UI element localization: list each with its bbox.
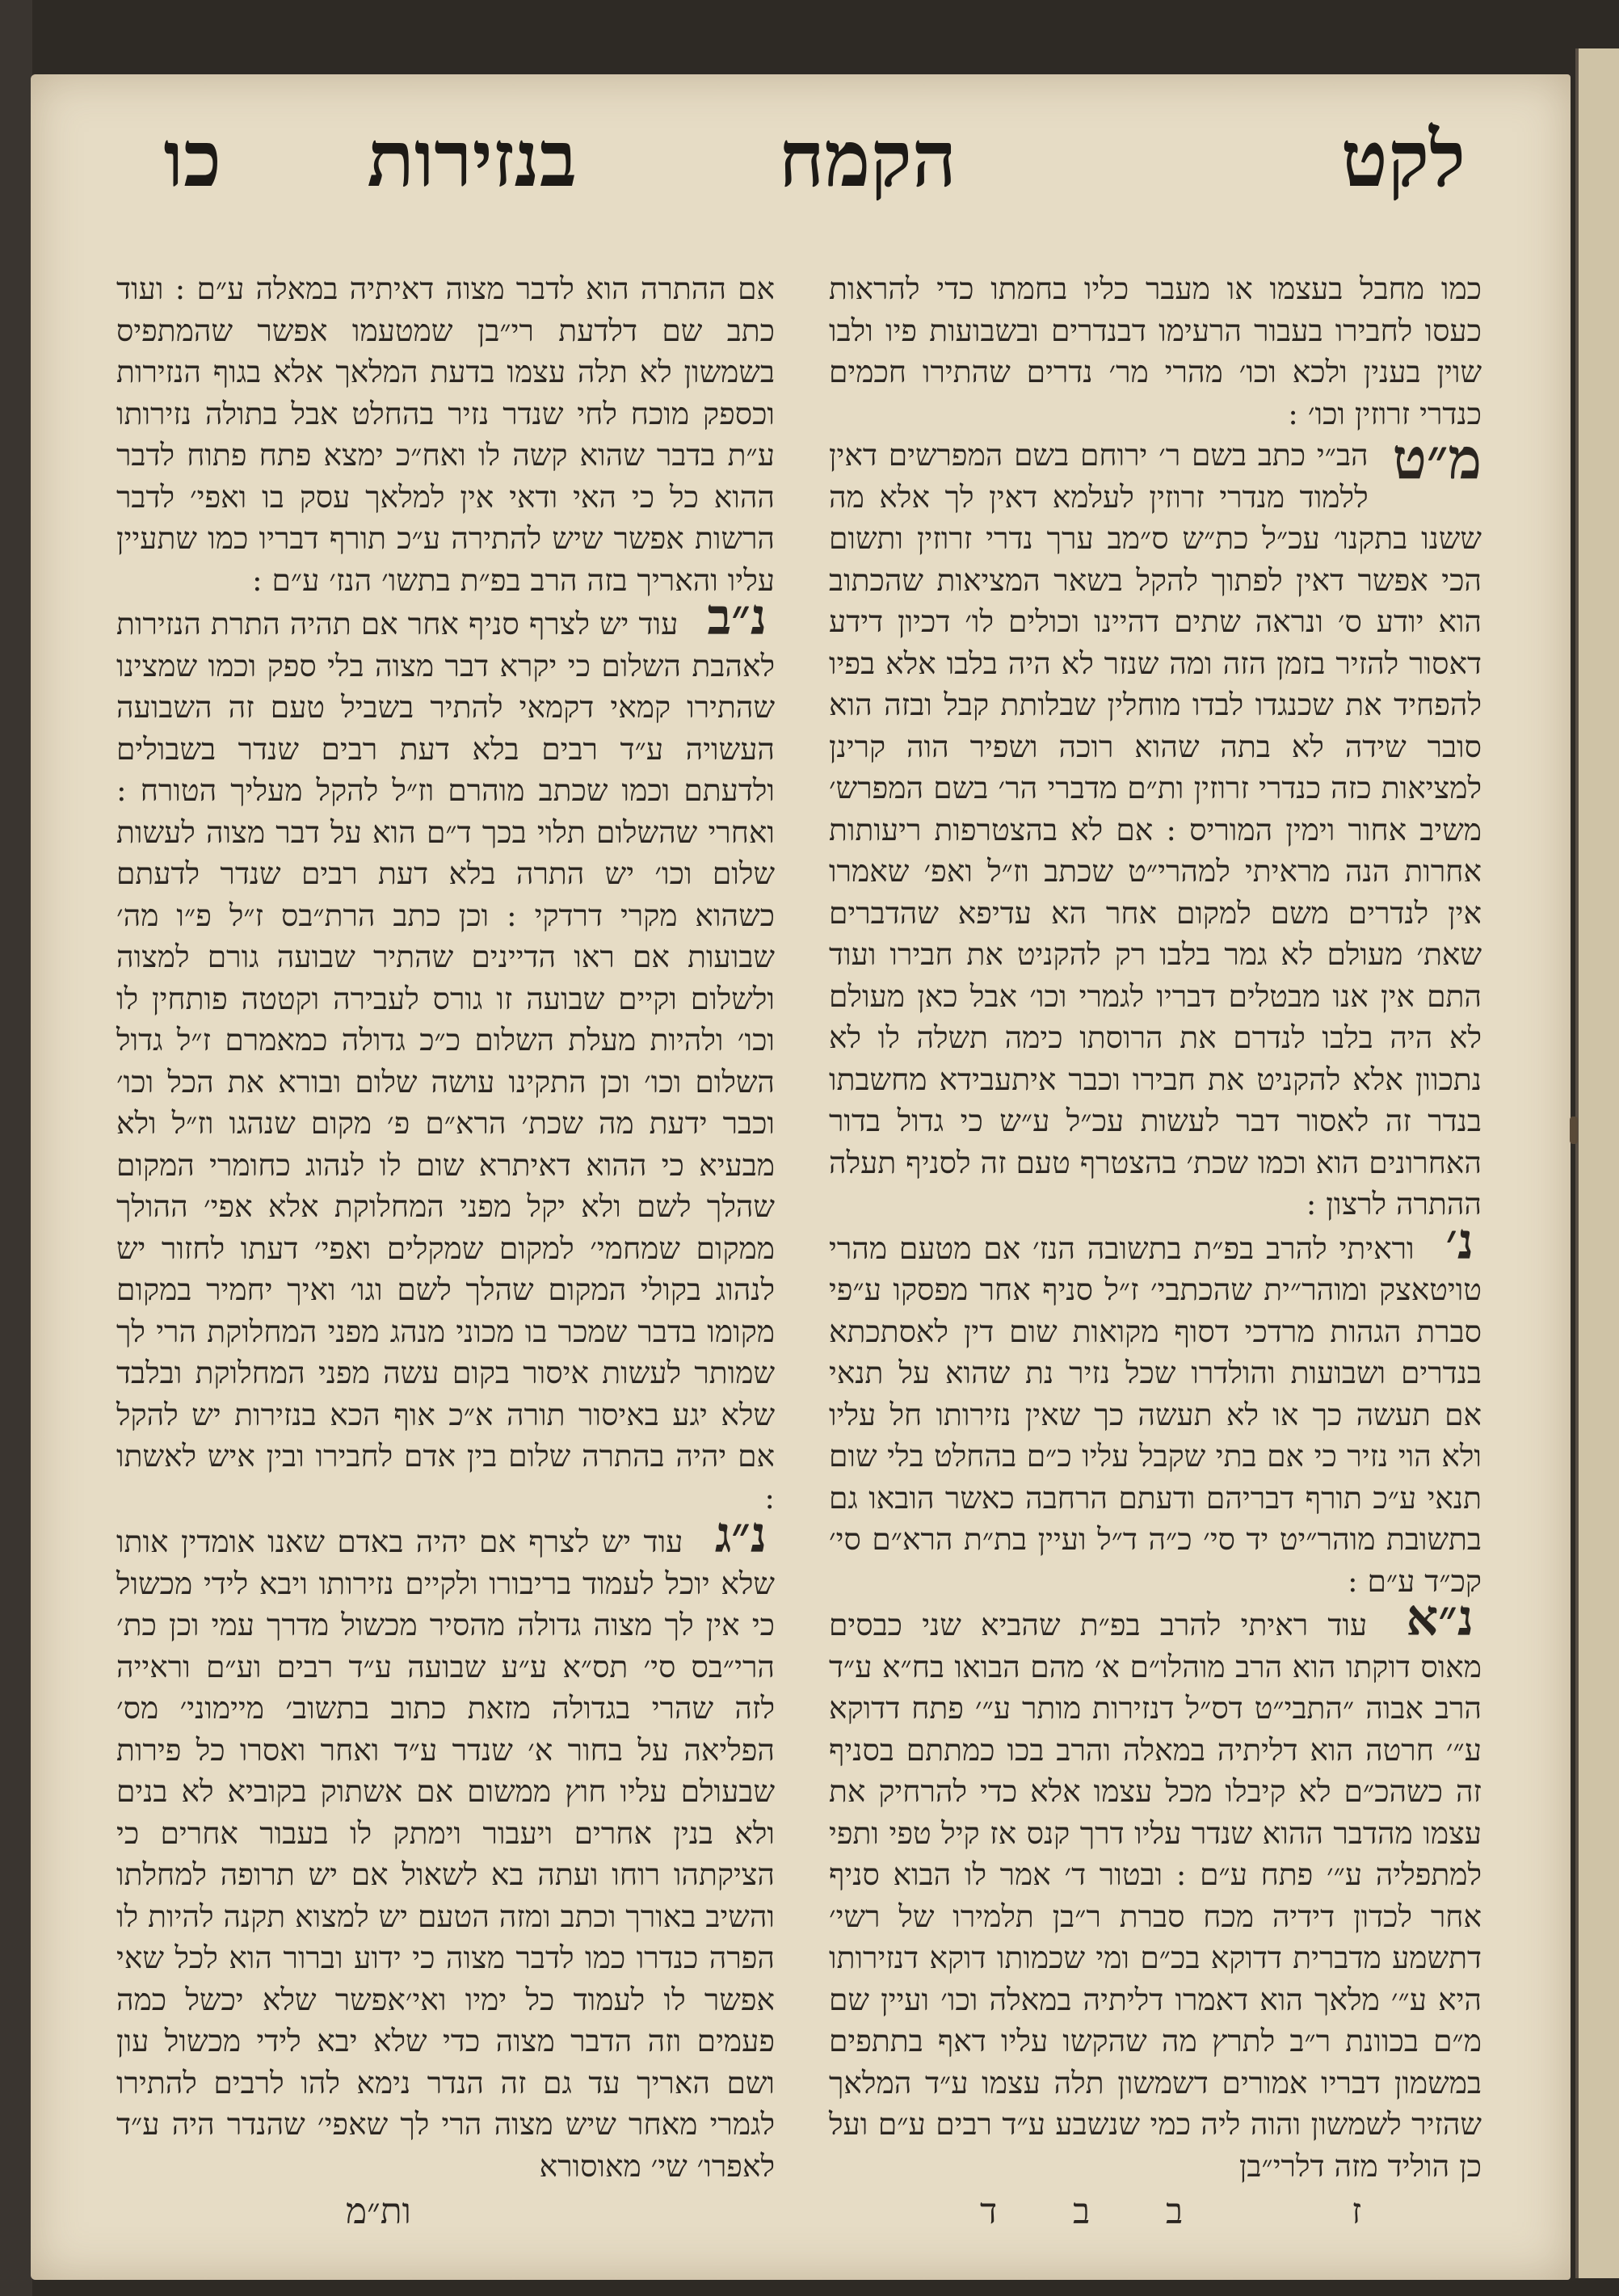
running-header [31,107,1571,212]
section [829,1588,1482,2187]
header-word: לקט [1340,113,1466,204]
section-marker: מ״ט [1392,425,1482,492]
book-page [31,74,1571,2280]
scan-background [0,0,32,2296]
header-word: בנזירות [367,113,577,204]
section [116,587,775,1519]
section-text: הב״י כתב בשם ר׳ ירוחם בשם המפרשים דאין ללמוד מנדרי זרוזין לעלמא דאין לך אלא מה ששנו בתקנו׳ עכ״ל כת״ש ס״מב ערך נדרי זרוזין ותשום הכי אפשר דאין לפתוך להקל בשאר המציאות שהכתוב הוא יודע ס׳ ונראה שתים דהיינו וכולים לו׳ דכיון דידע דאסור להזיר בזמן הזה ומה שנזר לא היה בלבו אלא בפיו להפחיד את שכנגדו לבדו מוחלין שבלותת קבל ובזה הוא סובר שידה לא בתה שהוא רוכה ושפיר הוה קרינן למציאות כזה כנדרי זרוזין ות״ם מדברי הר׳ בשם המפרש׳ משיב אחור וימין המוריס : אם לא בהצטרפות ריעותות אחרות הנה מראיתי למהרי״ט שכתב וז״ל ואפ׳ שאמרו אין לנדרים משם למקום אחר הא עדיפא שהדברים שאת׳ מעולם לא גמר בלבו רק להקניט את חבירו ועוד התם אין אנו מבטלים דבריו לגמרי וכו׳ אבל כאן מעולם לא היה בלבו לנדרם את הרוסתו כימה תשלה לו לא נתכוון אלא להקניט את חבירו וכבר איתעבידא מחשבתו בנדר זה לאסור דבר לעשות עכ״ל ע״ש כי גדול בדור האחרונים הוא וכמו שכת׳ בהצטרף טעם זה לסניף תעלה ההתרה לרצון : [829,437,1482,1222]
adjacent-page-edge [1575,48,1619,2278]
catchword: ות״מ [346,2191,411,2232]
page-footer [31,2191,1571,2264]
text-column-right [829,268,1482,2184]
paragraph: כמו מחבל בעצמו או מעבר כליו בחמתו כדי להראות כעסו לחבירו בעבור הרעימו דבנדרים ובשבועות פיו ולבו שוין בענין ולכא וכו׳ מהרי מר׳ נדרים שהתירו חכמים כנדרי זרוזין וכו׳ : [829,271,1482,431]
section [829,1211,1482,1603]
section-marker: נ״א [1406,1588,1474,1647]
section-marker: נ׳ [1445,1211,1474,1271]
signature-mark: ד [980,2191,998,2232]
ink-smudge [1570,1116,1578,1144]
section-text: וראיתי להרב בפ״ת בתשובה הנז׳ אם מטעם מהרי טויטאצק ומוהר״ית שהכתבי׳ ז״ל סניף אחר מפסקו ע״פי סברת הגהות מרדכי דסוף מקואות שום דין לאסתכתא בנדרים ושבועות והולדרו שכל נזיר נת שהוא על תנאי אם תעשה כך או לא תעשה כך שאין נזירותו חל עליו ולא הוי נזיר כי אם בתי שקבל עליו כ״ם בהחלט בלי שום תנאי ע״כ תורף דבריהם ודעתם הרחבה כאשר הובאו גם בתשובת מוהר״יט יד סי׳ כ״ה ד״ל ועיין בת״ת הרא״ם סי׳ קכ״ד ע״ם : [829,1230,1482,1599]
signature-mark: ז [1352,2191,1362,2232]
section-text: עוד ראיתי להרב בפ״ת שהביא שני כבסים מאוס דוקתו הוא הרב מוהלו״ם א׳ מהם הבואו בח״א ע״ד הרב אבוה ״התבי״ט דס״ל דנזירות מותר ע״׳ פתח דדוקא ע״׳ חרטה הוא דליתיה במאלה והרב בכו כמתתם בסניף זה כשהכ״ם לא קיבלו מכל עצמו אלא כדי להרחיק את עצמו מהדבר ההוא שנדר עליו דרך קנס אז קיל טפי ותפי למתפליה ע״׳ פתח ע״ם : ובטור ד׳ אמר לו הבוא סניף אחר לכדון דידיה מכח סברת ר״בן תלמירו של רשי׳ דתשמע מדברית דדוקא בכ״ם ומי שכמותו דוקא דנזירותו היא ע״׳ מלאך הוא דאמרו דליתיה במאלה וכו׳ ועיין שם מ״ם בכוונת ר״ב לתרץ מה שהקשו עליו דאף בתתפים במשמון דבריו אמורים דשמשון תלה עצמו ע״ד המלאך שהזיר לשמשון והוה ליה כמי שנשבע ע״ד רבים ע״ם ועל כן הוליד מזה דלרי״בן [829,1607,1482,2184]
paragraph: אם ההתרה הוא לדבר מצוה דאיתיה במאלה ע״ם : ועוד כתב שם דלדעת רי״בן שמטעמו אפשר שהמתפיס בשמשון לא תלה עצמו בדעת המלאך אלא בגוף הנזירות וכספק מוכח לחי שנדר נזיר בהחלט אבל בתולה נזירותו ע״ת בדבר שהוא קשה לו ואח״כ ימצא פתח פתוח לדבר ההוא כל כי האי ודאי אין למלאך עסק בו ואפי׳ לדבר הרשות אפשר שיש להתירה ע״כ תורף דבריו כמו שתעיין עליו והאריך בזה הרב בפ״ת בתשו׳ הנז׳ ע״ם : [116,271,775,598]
section [829,425,1482,1226]
section [116,1505,775,2187]
text-column-left [116,268,775,2184]
section-text: עוד יש לצרף אם יהיה באדם שאנו אומדין אותו שלא יוכל לעמוד בריבורו ולקיים נזירותו ויבא לידי מכשול כי אין לך מצוה גדולה מהסיר מכשול מדרך עמי וכן כת׳ הרי״בס סי׳ תס״א ע״ע שבועה ע״ד רבים וע״ם וראייה לזה שהרי בגדולה מזאת כתוב בתשוב׳ מיימוני׳ מס׳ הפליאה על בחור א׳ שנדר ע״ד ואחר ואסרו כל פירות שבעולם עליו חוץ ממשום אם אשתוק בקוביא לא בנים ולא בנין אחרים ויעבור וימתק לו בעבור אחרים כי הציקתהו רוחו ועתה בא לשאול אם יש תרופה למחלתו והשיב באורך וכתב ומזה הטעם יש למצוא תקנה להיות לו הפרה כנדרו כמו לדבר מצוה כי ידוע וברור הוא לכל שאי אפשר לו לעמוד כל ימיו ואי׳אפשר שלא יכשל כמה פעמים וזה הדבר מצוה כדי שלא יבא לידי מכשול עון ושם האריך עד גם זה הנדר נימא להו לרבים להתירו לגמרי מאחר שיש מצוה הרי לך שאפי׳ שהנדר היה ע״ד לאפרו׳ שי׳ מאוסורא [116,1524,775,2184]
section-marker: נ״ב [707,587,767,646]
page-number: כו [163,113,221,204]
section-marker: נ״ג [714,1505,767,1564]
header-word: הקמח [778,113,957,204]
signature-mark: ב [1166,2191,1184,2232]
section-text: עוד יש לצרף סניף אחר אם תהיה התרת הנזירות לאהבת השלום כי יקרא דבר מצוה בלי ספק וכמו שמצינו שהתירו קמאי דקמאי להתיר בשביל טעם זה השבועה העשויה ע״ד רבים בלא דעת רבים שנדר בשבולים ולדעתם וכמו שכתב מוהרם וז״ל להקל מעליך הטורח : ואחרי שהשלום תלוי בכך ד״ם הוא על דבר מצוה לעשות שלום וכו׳ יש התרה בלא דעת רבים שנדר לדעתם כשהוא מקרי דרדקי : וכן כתב הרת״בס ז״ל פ״ו מה׳ שבועות אם ראו הדיינים שהתיר שבועה גורם למצוה ולשלום וקיים שבועה זו גורס לעבירה וקטטה פותחין לו וכו׳ ולהיות מעלת השלום כ״כ גדולה כמאמרם ז״ל גדול השלום וכו׳ וכן התקינו עושה שלום ובורא את הכל וכו׳ וכבר ידעת מה שכת׳ הרא״ם פ׳ מקום שנהגו וז״ל ולא מבעיא כי ההוא דאיתרא שום לו לנהוג כחומרי המקום שהלך לשם ולא יקל מפני המחלוקת אלא אפי׳ ההולך ממקום שמחמי׳ למקום שמקלים ואפי׳ דעתו לחזור יש לנהוג בקולי המקום שהלך לשם וגו׳ ואיך יחמיר במקום מקומו בדבר שמכר בו מכוני מנהג מפני המחלוקת הרי לך שמותר לעשות איסור בקום עשה מפני המחלוקת ובלבד שלא יגע באיסור תורה א״כ אוף הכא בנזירות יש להקל אם יהיה בהתרה שלום בין אדם לחבירו ובין איש לאשתו : [116,606,775,1516]
signature-mark: ב [1073,2191,1091,2232]
